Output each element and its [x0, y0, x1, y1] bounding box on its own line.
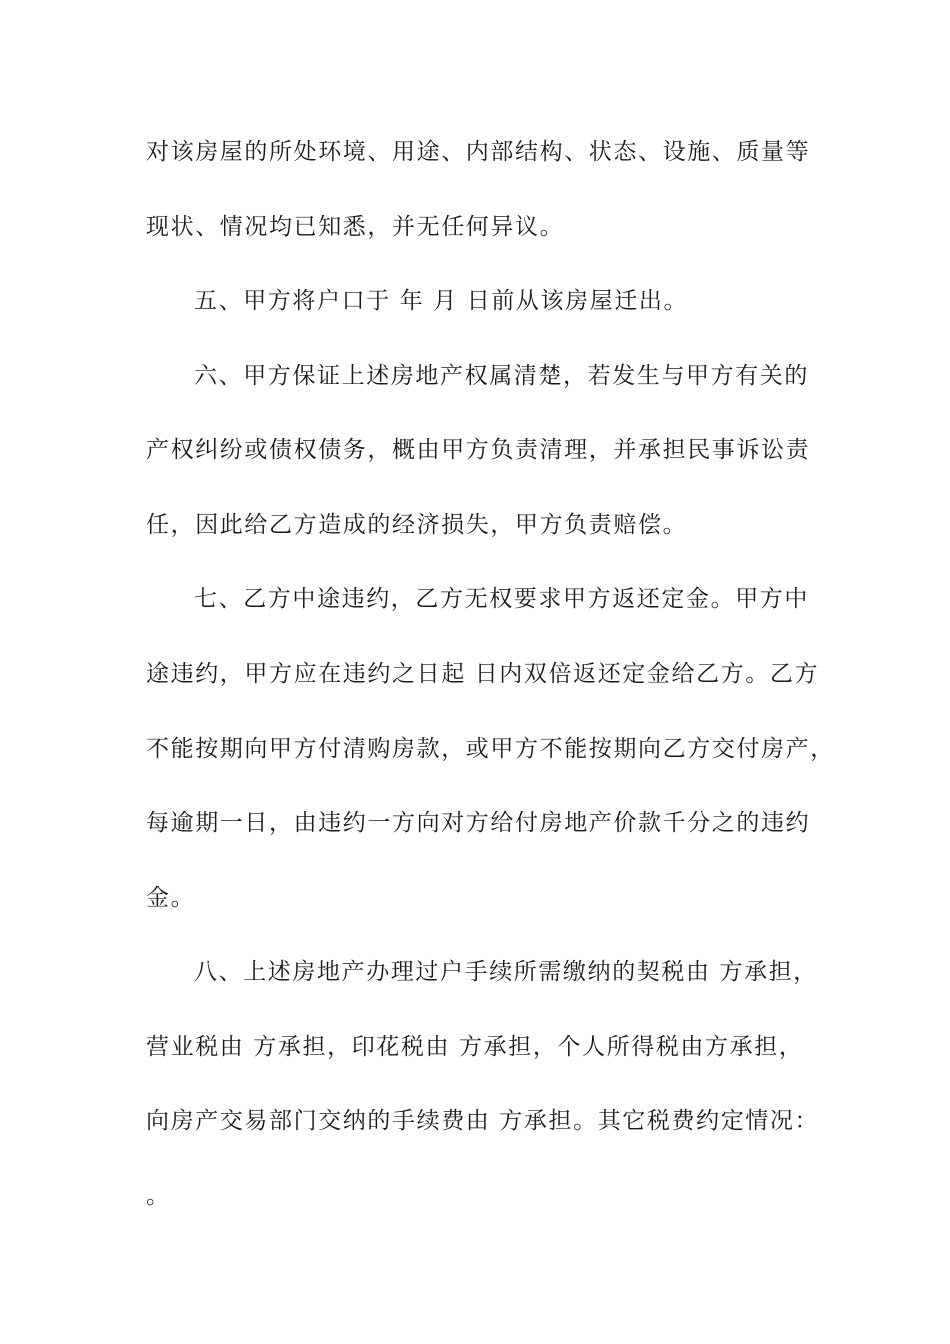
paragraph-5: 五、甲方将户口于 年 月 日前从该房屋迁出。: [194, 288, 689, 314]
text-line: 产权纠纷或债权债务，概由甲方负责清理，并承担民事诉讼责: [146, 437, 811, 463]
paragraph-7: 七、乙方中途违约，乙方无权要求甲方返还定金。甲方中: [194, 586, 809, 612]
text-line: 不能按期向甲方付清购房款，或甲方不能按期向乙方交付房产，: [146, 736, 835, 762]
text-line: 任，因此给乙方造成的经济损失，甲方负责赔偿。: [146, 512, 688, 538]
text-line: 营业税由 方承担，印花税由 方承担，个人所得税由方承担，: [146, 1034, 804, 1060]
text-line: 。: [146, 1183, 171, 1209]
text-line: 现状、情况均已知悉，并无任何异议。: [146, 214, 565, 240]
text-line: 途违约，甲方应在违约之日起 日内双倍返还定金给乙方。乙方: [146, 661, 820, 687]
text-line: 对该房屋的所处环境、用途、内部结构、状态、设施、质量等: [146, 139, 811, 165]
paragraph-6: 六、甲方保证上述房地产权属清楚，若发生与甲方有关的: [194, 363, 809, 389]
text-line: 金。: [146, 885, 196, 911]
paragraph-8: 八、上述房地产办理过户手续所需缴纳的契税由 方承担，: [194, 959, 818, 985]
text-line: 向房产交易部门交纳的手续费由 方承担。其它税费约定情况：: [146, 1108, 820, 1134]
text-line: 每逾期一日，由违约一方向对方给付房地产价款千分之的违约: [146, 810, 811, 836]
